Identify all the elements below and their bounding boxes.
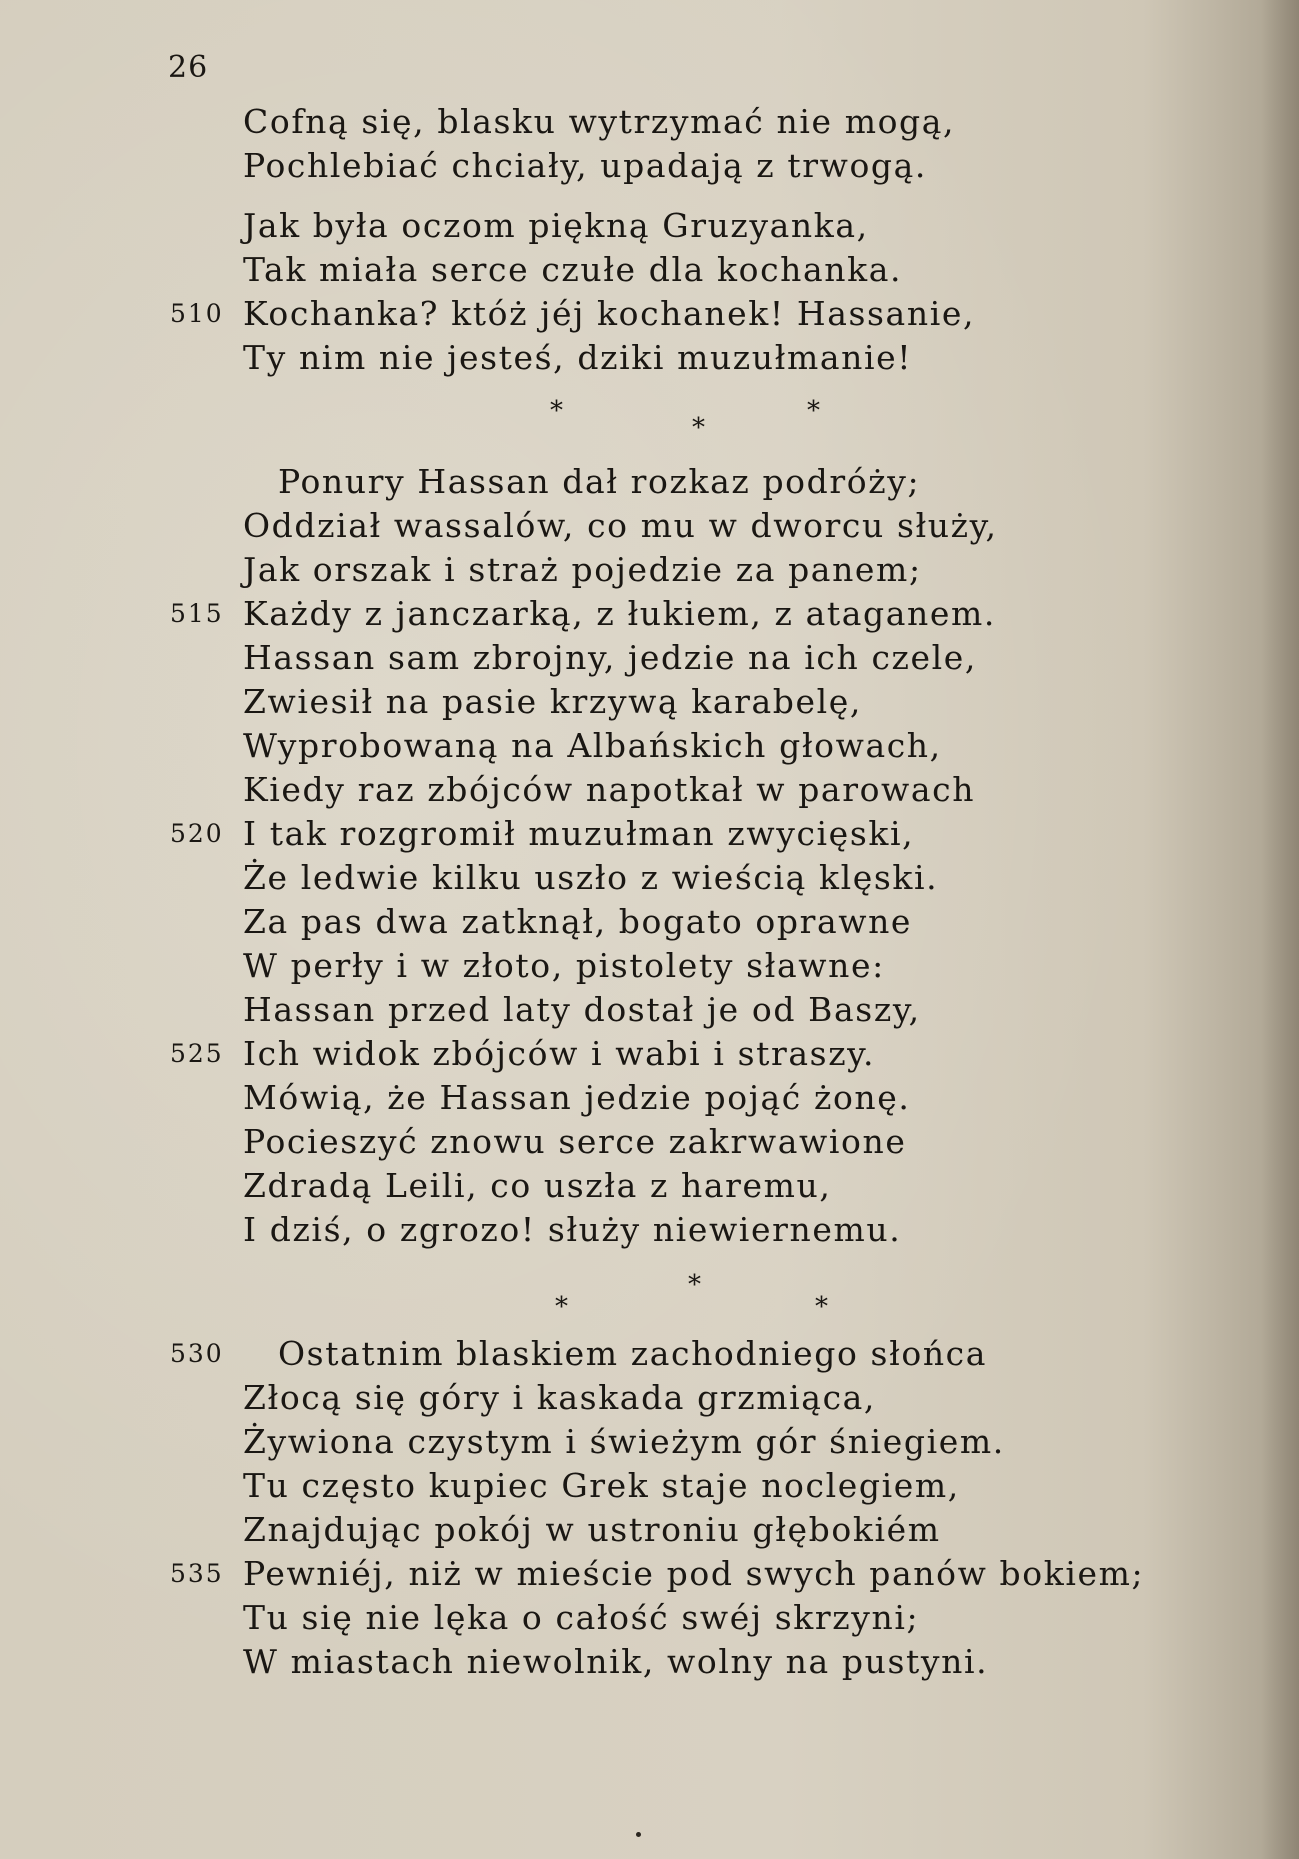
section-divider-star: * — [692, 413, 705, 443]
verse-line: Hassan sam zbrojny, jedzie na ich czele, — [243, 638, 978, 677]
verse-line: Pocieszyć znowu serce zakrwawione — [243, 1122, 907, 1161]
line-number: 520 — [170, 819, 224, 848]
verse-line: Zwiesił na pasie krzywą karabelę, — [243, 682, 863, 721]
verse-line: Za pas dwa zatknął, bogato oprawne — [243, 902, 913, 941]
page-edge-shadow — [1261, 0, 1299, 1859]
verse-line: W perły i w złoto, pistolety sławne: — [243, 946, 885, 985]
line-number: 525 — [170, 1039, 224, 1068]
line-number: 535 — [170, 1559, 224, 1588]
verse-line: Złocą się góry i kaskada grzmiąca, — [243, 1378, 877, 1417]
verse-line: Cofną się, blasku wytrzymać nie mogą, — [243, 102, 956, 141]
verse-line: Że ledwie kilku uszło z wieścią klęski. — [243, 858, 939, 897]
section-divider-star: * — [688, 1270, 701, 1300]
verse-line: Każdy z janczarką, z łukiem, z ataganem. — [243, 594, 997, 633]
verse-line: Kiedy raz zbójców napotkał w parowach — [243, 770, 976, 809]
verse-line: I dziś, o zgrozo! służy niewiernemu. — [243, 1210, 902, 1249]
verse-line: Mówią, że Hassan jedzie pojąć żonę. — [243, 1078, 911, 1117]
verse-line: Hassan przed laty dostał je od Baszy, — [243, 990, 921, 1029]
verse-line: I tak rozgromił muzułman zwycięski, — [243, 814, 915, 853]
verse-line: Ponury Hassan dał rozkaz podróży; — [278, 462, 921, 501]
section-divider-star: * — [550, 396, 563, 426]
line-number: 510 — [170, 299, 224, 328]
verse-line: Pochlebiać chciały, upadają z trwogą. — [243, 146, 928, 185]
section-divider-star: * — [807, 396, 820, 426]
verse-line: Żywiona czystym i świeżym gór śniegiem. — [243, 1422, 1005, 1461]
verse-line: Kochanka? któż jéj kochanek! Hassanie, — [243, 294, 976, 333]
page-number: 26 — [168, 50, 209, 85]
section-divider-star: * — [815, 1292, 828, 1322]
verse-line: Pewniéj, niż w mieście pod swych panów bokiem; — [243, 1554, 1145, 1593]
verse-line: Tu często kupiec Grek staje noclegiem, — [243, 1466, 960, 1505]
verse-line: Ostatnim blaskiem zachodniego słońca — [278, 1334, 988, 1373]
verse-line: Znajdując pokój w ustroniu głębokiém — [243, 1510, 941, 1549]
verse-line: Zdradą Leili, co uszła z haremu, — [243, 1166, 832, 1205]
verse-line: Tu się nie lęka o całość swéj skrzyni; — [243, 1598, 920, 1637]
verse-line: Wyprobowaną na Albańskich głowach, — [243, 726, 942, 765]
verse-line: Ich widok zbójców i wabi i straszy. — [243, 1034, 876, 1073]
verse-line: Tak miała serce czułe dla kochanka. — [243, 250, 903, 289]
verse-line: Jak była oczom piękną Gruzyanka, — [243, 206, 869, 245]
section-divider-star: * — [555, 1292, 568, 1322]
verse-line: Jak orszak i straż pojedzie za panem; — [243, 550, 922, 589]
verse-line: Ty nim nie jesteś, dziki muzułmanie! — [243, 338, 913, 377]
line-number: 530 — [170, 1339, 224, 1368]
verse-line: Oddział wassalów, co mu w dworcu służy, — [243, 506, 998, 545]
verse-line: W miastach niewolnik, wolny na pustyni. — [243, 1642, 989, 1681]
paper-speck — [636, 1832, 641, 1837]
line-number: 515 — [170, 599, 224, 628]
